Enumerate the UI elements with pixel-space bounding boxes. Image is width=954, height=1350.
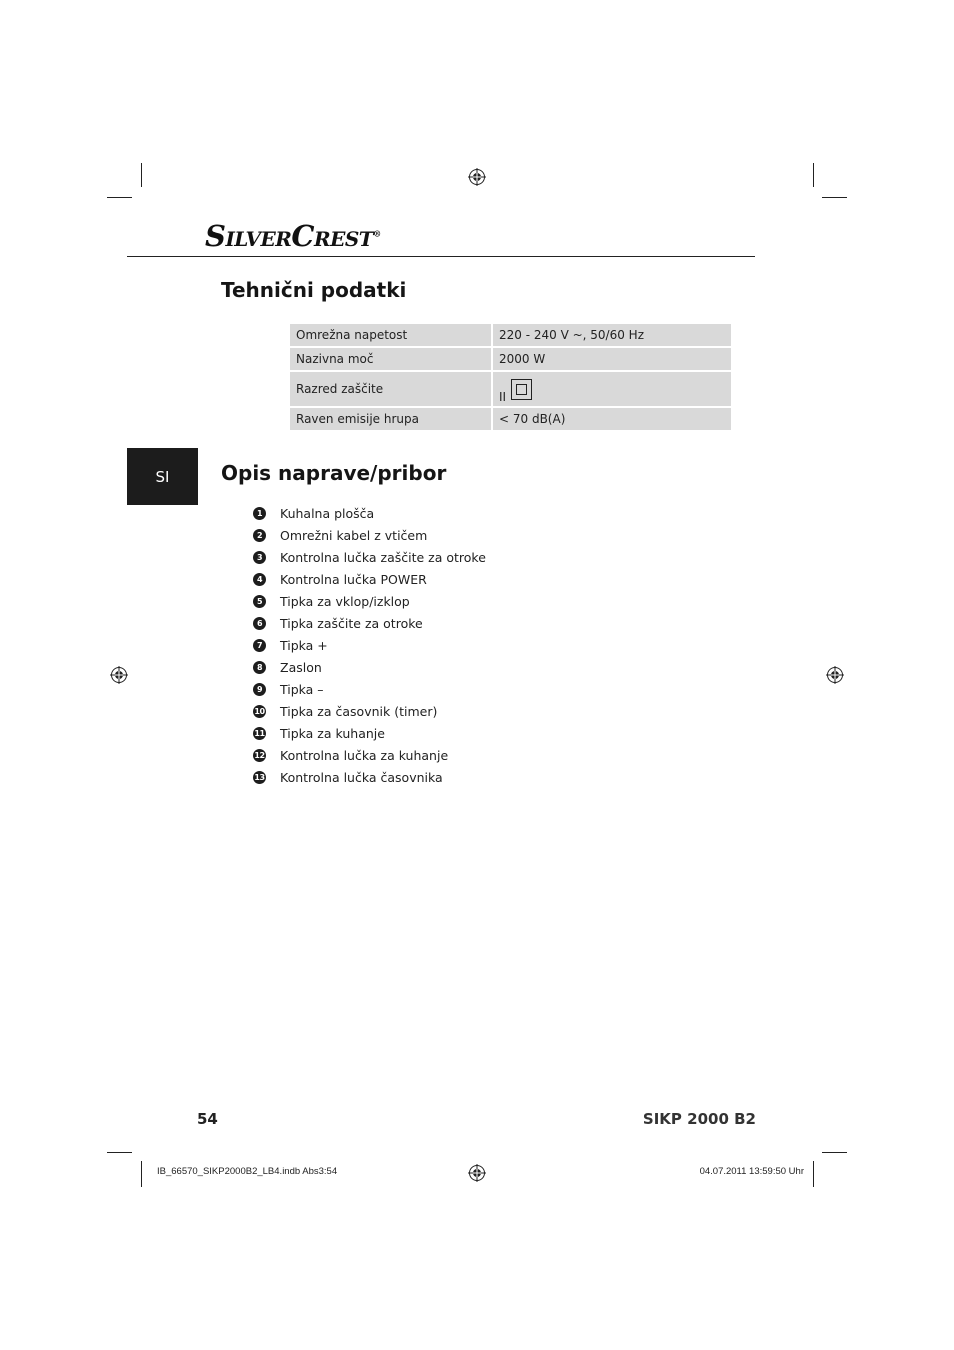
spec-value-cell: [493, 372, 731, 406]
brand-logo: [205, 219, 381, 253]
logo-text: REST: [313, 227, 374, 251]
list-item: [253, 502, 486, 524]
logo-initial: S: [205, 219, 226, 253]
item-number-badge: 2: [253, 529, 266, 542]
crop-mark: [822, 197, 847, 198]
specs-table: [290, 322, 731, 432]
item-label: Kontrolna lučka POWER: [280, 571, 427, 587]
item-number-badge: 12: [254, 750, 265, 760]
item-label: Omrežni kabel z vtičem: [280, 527, 428, 543]
item-number-badge: 5: [253, 595, 266, 608]
list-item: [253, 590, 486, 612]
parts-list: [253, 502, 486, 788]
spec-label: Nazivna moč: [290, 348, 493, 370]
registered-mark: ®: [373, 228, 381, 239]
registration-mark-icon: [826, 666, 844, 684]
spec-value: II: [499, 389, 507, 404]
item-label: Kuhalna plošča: [280, 505, 375, 521]
crop-mark: [822, 1152, 847, 1153]
item-number-badge: 1: [253, 507, 266, 520]
item-label: Tipka +: [280, 637, 328, 653]
item-label: Tipka zaščite za otroke: [280, 615, 423, 631]
crop-mark: [141, 163, 142, 187]
model-name: SIKP 2000 B2: [642, 1110, 756, 1128]
item-label: Kontrolna lučka zaščite za otroke: [280, 549, 486, 565]
item-label: Kontrolna lučka za kuhanje: [280, 747, 449, 763]
section-title-technical: Tehnični podatki: [221, 278, 407, 302]
print-slug-timestamp: 04.07.2011 13:59:50 Uhr: [699, 1166, 804, 1177]
list-item: [253, 766, 486, 788]
item-label: Tipka za vklop/izklop: [280, 593, 410, 609]
list-item: [253, 568, 486, 590]
table-row: [290, 372, 731, 406]
list-item: [253, 634, 486, 656]
print-slug-file: IB_66570_SIKP2000B2_LB4.indb Abs3:54: [157, 1166, 338, 1177]
item-number-badge: 9: [253, 683, 266, 696]
spec-value: 220 - 240 V ~, 50/60 Hz: [493, 324, 731, 346]
spec-label: Raven emisije hrupa: [290, 408, 493, 430]
spec-value: 2000 W: [493, 348, 731, 370]
list-item: [253, 744, 486, 766]
list-item: [253, 524, 486, 546]
page-number: 54: [197, 1110, 218, 1128]
crop-mark: [141, 1161, 142, 1187]
logo-text: ILVER: [225, 227, 292, 251]
crop-mark: [107, 197, 132, 198]
item-label: Tipka za časovnik (timer): [280, 703, 438, 719]
list-item: [253, 612, 486, 634]
protection-class-ii-icon: [511, 379, 532, 400]
item-label: Tipka –: [280, 681, 324, 697]
item-number-badge: 10: [254, 706, 265, 716]
crop-mark: [813, 1161, 814, 1187]
spec-label: Razred zaščite: [290, 372, 493, 406]
list-item: [253, 678, 486, 700]
list-item: [253, 722, 486, 744]
item-number-badge: 3: [253, 551, 266, 564]
item-number-badge: 7: [253, 639, 266, 652]
item-label: Tipka za kuhanje: [280, 725, 385, 741]
spec-value: < 70 dB(A): [493, 408, 731, 430]
item-number-badge: 6: [253, 617, 266, 630]
logo-initial: C: [291, 219, 314, 253]
language-tab: SI: [127, 448, 198, 505]
crop-mark: [107, 1152, 132, 1153]
spec-label: Omrežna napetost: [290, 324, 493, 346]
registration-mark-icon: [468, 168, 486, 186]
list-item: [253, 656, 486, 678]
item-label: Zaslon: [280, 659, 322, 675]
item-number-badge: 11: [254, 728, 265, 738]
item-number-badge: 4: [253, 573, 266, 586]
list-item: [253, 700, 486, 722]
item-label: Kontrolna lučka časovnika: [280, 769, 443, 785]
item-number-badge: 8: [253, 661, 266, 674]
table-row: [290, 348, 731, 370]
item-number-badge: 13: [254, 772, 265, 782]
header-rule: [127, 256, 755, 257]
registration-mark-icon: [468, 1164, 486, 1182]
crop-mark: [813, 163, 814, 187]
registration-mark-icon: [110, 666, 128, 684]
section-title-description: Opis naprave/pribor: [221, 461, 447, 485]
table-row: [290, 408, 731, 430]
list-item: [253, 546, 486, 568]
table-row: [290, 324, 731, 346]
